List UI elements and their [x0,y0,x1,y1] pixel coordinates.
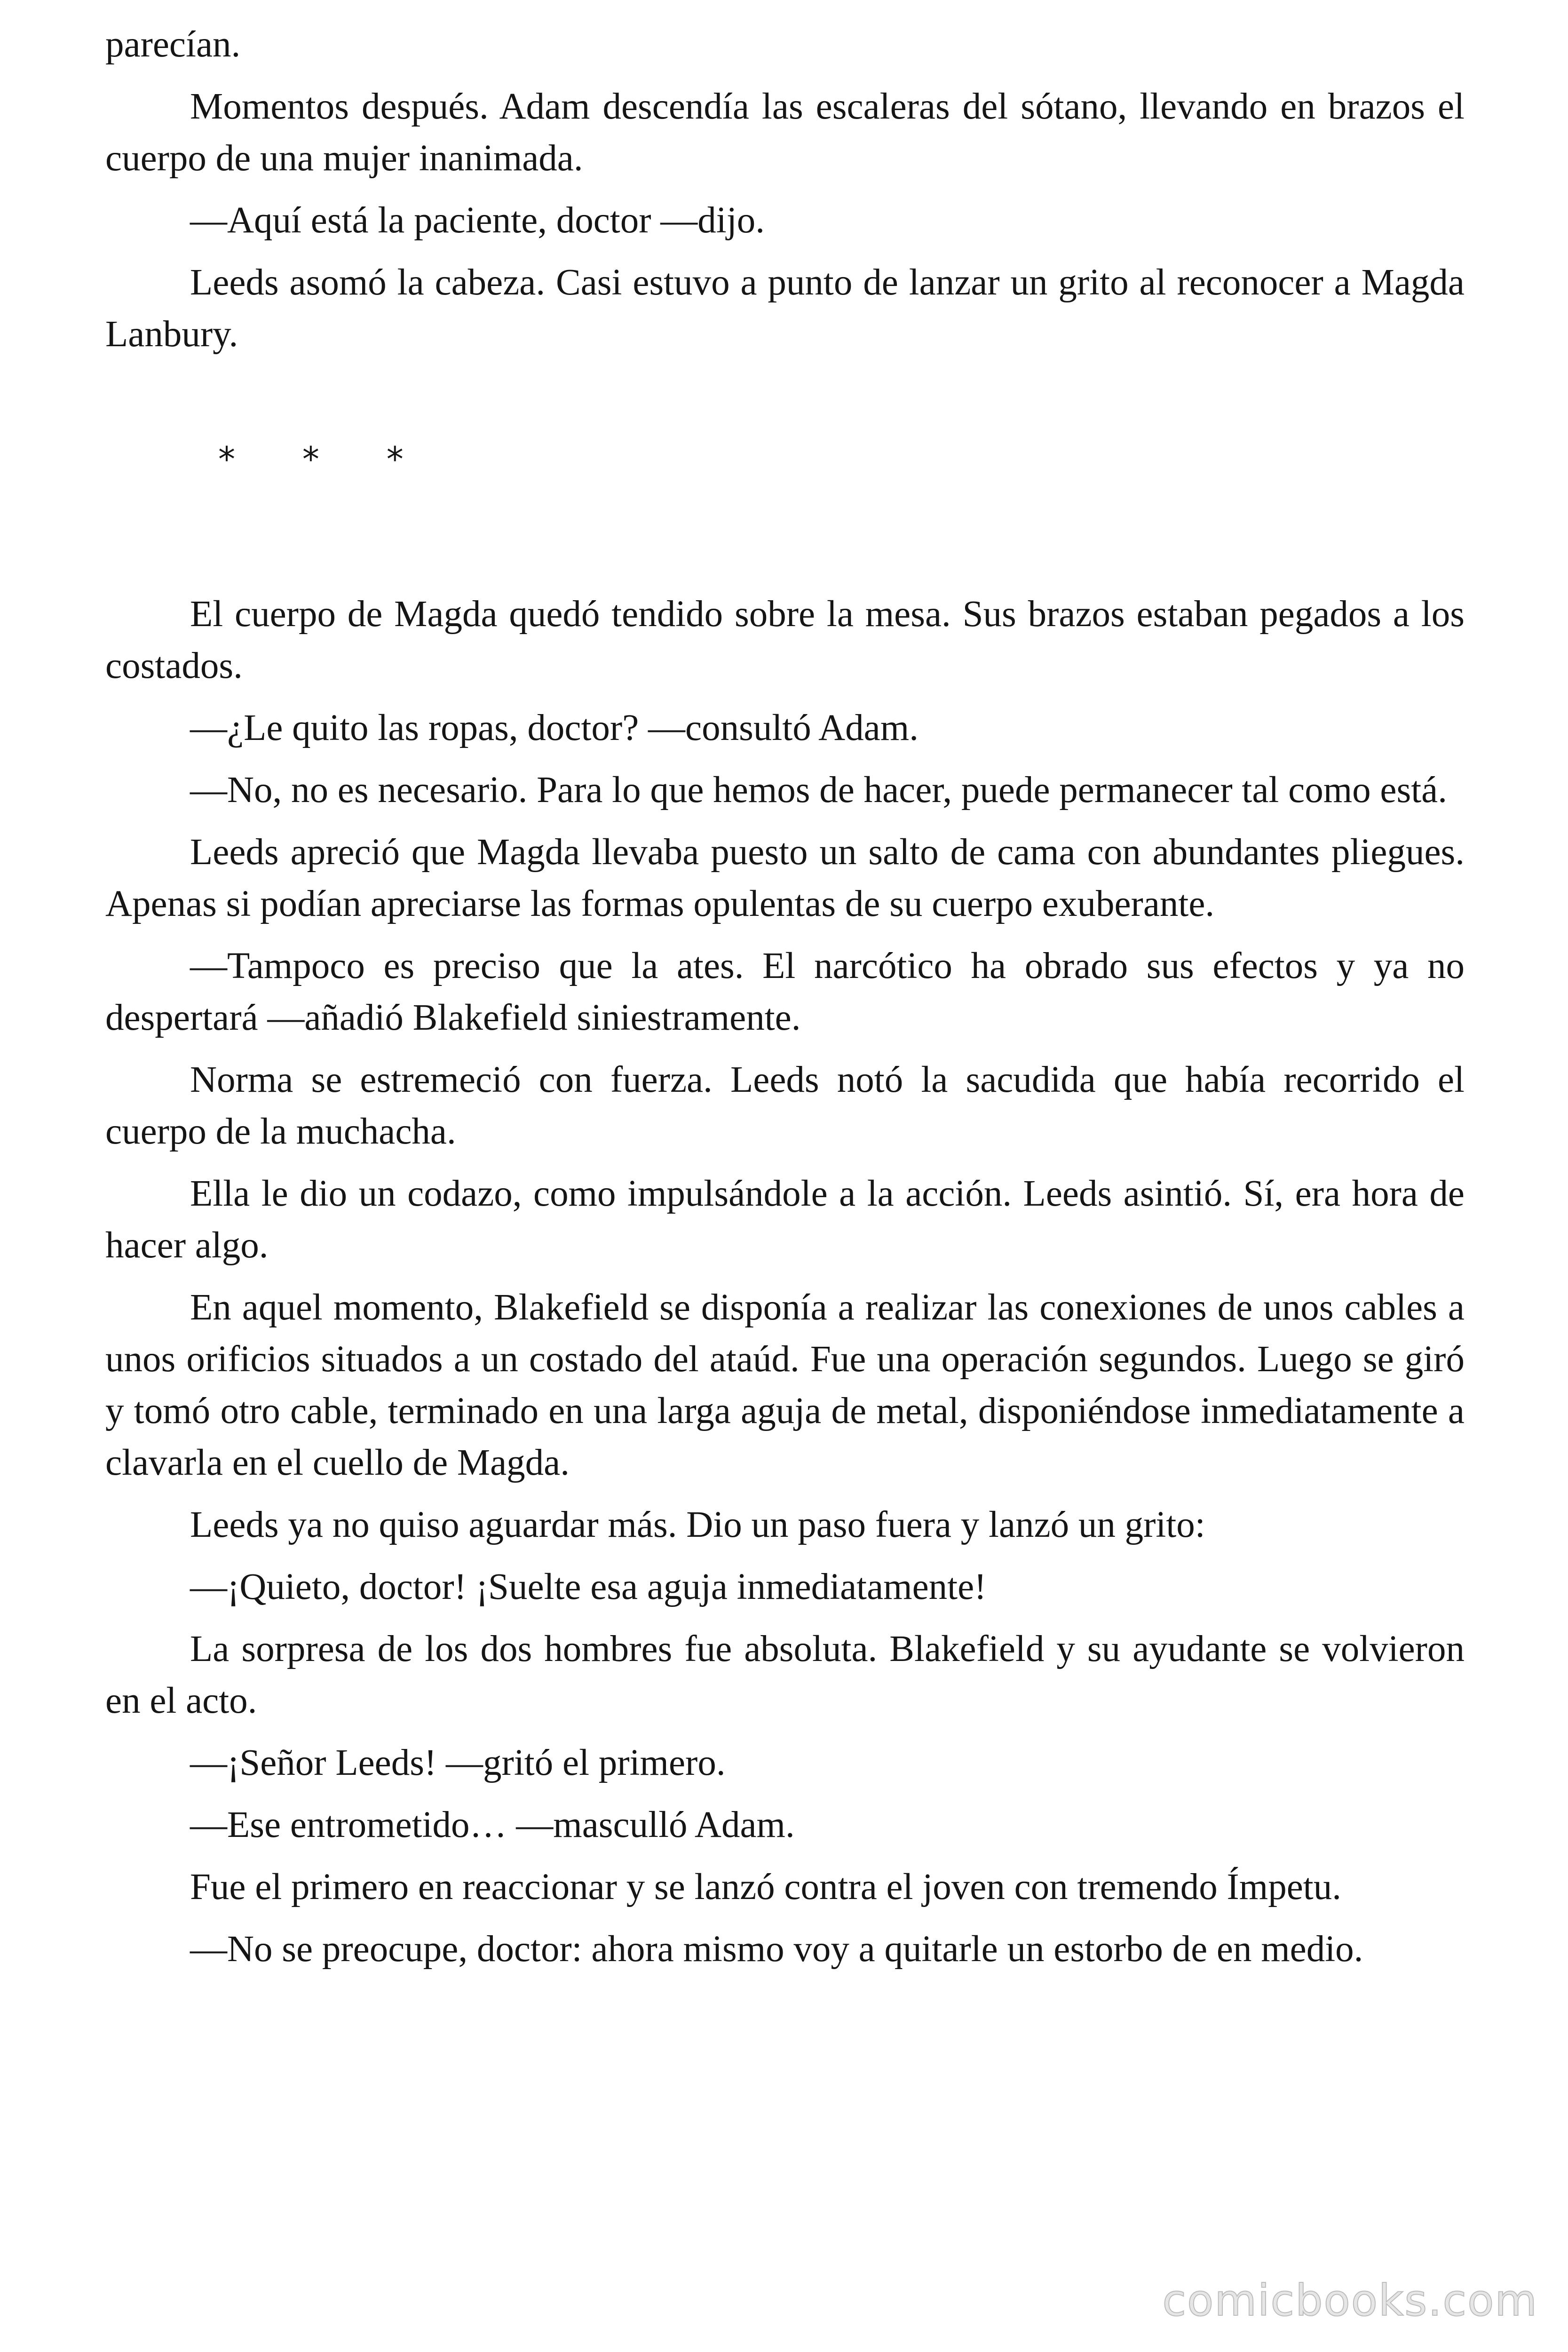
dialogue-line: —¡Señor Leeds! —gritó el primero. [190,1742,726,1783]
scene-break: * * * [218,439,432,479]
dialogue-line: —Tampoco es preciso que la ates. El narcótico ha obrado sus efectos y ya no despertará —añadió Blakefield siniestramente. [105,946,1465,1038]
dialogue-line: —¡Quieto, doctor! ¡Suelte esa aguja inmediatamente! [190,1566,987,1607]
book-page [105,19,1465,1986]
paragraph: El cuerpo de Magda quedó tendido sobre la mesa. Sus brazos estaban pegados a los costados. [105,594,1465,686]
paragraph: En aquel momento, Blakefield se disponía a realizar las conexiones de unos cables a unos orificios situados a un costado del ataúd. Fue una operación segundos. Luego se giró y tomó otro cable, terminado en una larga aguja de metal, disponiéndose inmediatamente a clavarla en el cuello de Magda. [105,1287,1465,1483]
paragraph: Norma se estremeció con fuerza. Leeds notó la sacudida que había recorrido el cuerpo de la muchacha. [105,1059,1465,1152]
paragraph: Ella le dio un codazo, como impulsándole a la acción. Leeds asintió. Sí, era hora de hacer algo. [105,1173,1465,1266]
dialogue-line: —¿Le quito las ropas, doctor? —consultó Adam. [190,707,919,748]
watermark: comicbooks.com [1162,2275,1538,2326]
dialogue-line: —Ese entrometido… —masculló Adam. [190,1804,795,1845]
dialogue-line: —No se preocupe, doctor: ahora mismo voy a quitarle un estorbo de en medio. [190,1929,1363,1970]
dialogue-line: —Aquí está la paciente, doctor —dijo. [190,200,765,241]
paragraph: Momentos después. Adam descendía las escaleras del sótano, llevando en brazos el cuerpo de una mujer inanimada. [105,86,1465,179]
dialogue-line: —No, no es necesario. Para lo que hemos de hacer, puede permanecer tal como está. [190,770,1447,810]
paragraph: Leeds asomó la cabeza. Casi estuvo a punto de lanzar un grito al reconocer a Magda Lanbury. [105,262,1465,355]
paragraph: La sorpresa de los dos hombres fue absoluta. Blakefield y su ayudante se volvieron en el acto. [105,1629,1465,1721]
paragraph: Leeds ya no quiso aguardar más. Dio un paso fuera y lanzó un grito: [190,1504,1205,1545]
paragraph-continuation: parecían. [105,24,241,65]
paragraph: Fue el primero en reaccionar y se lanzó contra el joven con tremendo Ímpetu. [190,1867,1341,1907]
paragraph: Leeds apreció que Magda llevaba puesto un salto de cama con abundantes pliegues. Apenas si podían apreciarse las formas opulentas de su cuerpo exuberante. [105,832,1465,924]
